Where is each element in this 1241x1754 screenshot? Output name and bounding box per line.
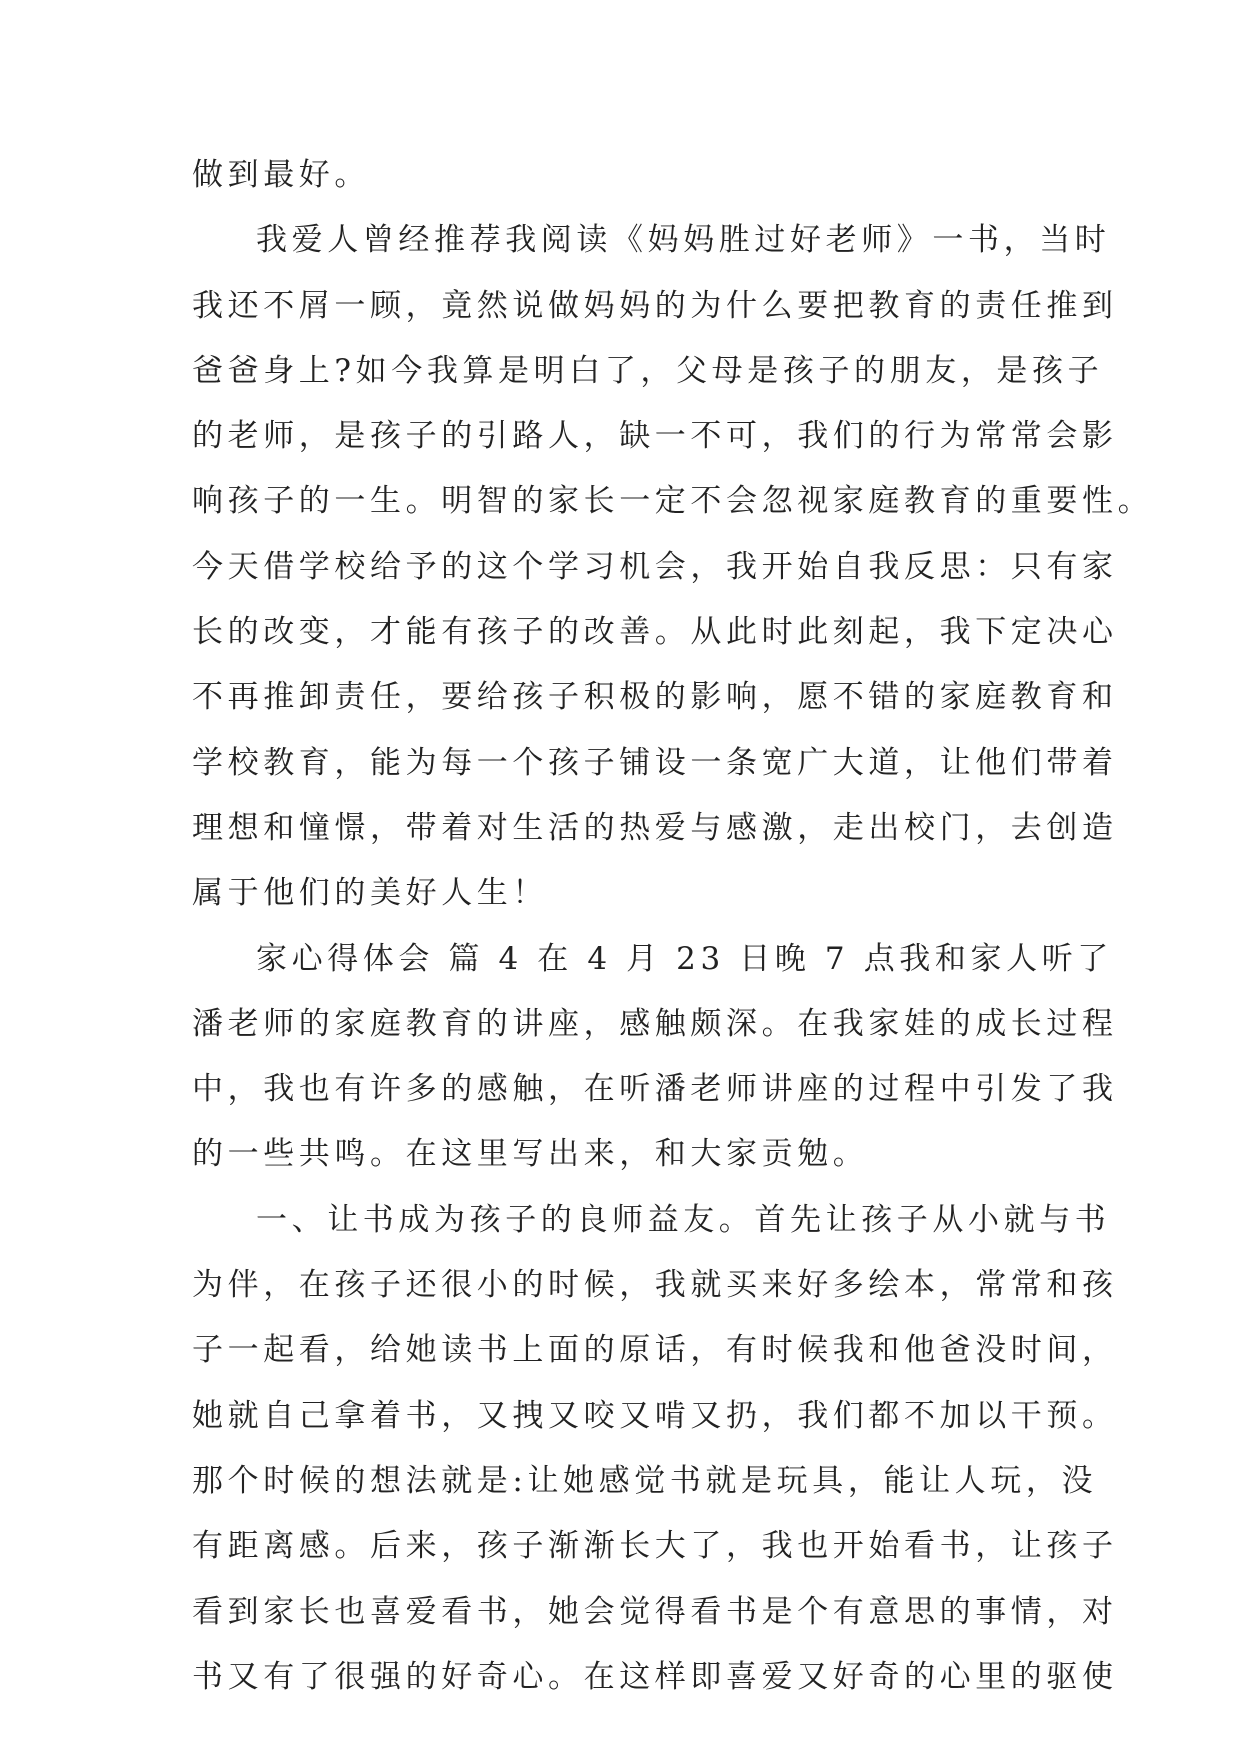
text-line: 为伴，在孩子还很小的时候，我就买来好多绘本，常常和孩 xyxy=(192,1267,1118,1304)
text-line: 中，我也有许多的感触，在听潘老师讲座的过程中引发了我 xyxy=(192,1071,1118,1108)
text-line: 我爱人曾经推荐我阅读《妈妈胜过好老师》一书，当时 xyxy=(256,222,1111,259)
text-line: 的一些共鸣。在这里写出来，和大家贡勉。 xyxy=(192,1136,869,1173)
text-line: 子一起看，给她读书上面的原话，有时候我和他爸没时间， xyxy=(192,1332,1118,1369)
text-line: 那个时候的想法就是:让她感觉书就是玩具，能让人玩，没 xyxy=(192,1462,1098,1499)
text-line: 响孩子的一生。明智的家长一定不会忽视家庭教育的重要性。 xyxy=(192,483,1154,520)
text-line: 理想和憧憬，带着对生活的热爱与感激，走出校门，去创造 xyxy=(192,809,1118,846)
text-line: 今天借学校给予的这个学习机会，我开始自我反思：只有家 xyxy=(192,548,1118,585)
text-line: 看到家长也喜爱看书，她会觉得看书是个有意思的事情，对 xyxy=(192,1593,1118,1630)
text-line: 书又有了很强的好奇心。在这样即喜爱又好奇的心里的驱使 xyxy=(192,1658,1118,1695)
text-line: 我还不屑一顾，竟然说做妈妈的为什么要把教育的责任推到 xyxy=(192,287,1118,324)
text-line: 她就自己拿着书，又拽又咬又啃又扔，我们都不加以干预。 xyxy=(192,1397,1118,1434)
text-line: 有距离感。后来，孩子渐渐长大了，我也开始看书，让孩子 xyxy=(192,1528,1118,1565)
document-body xyxy=(192,155,1154,1722)
text-line: 做到最好。 xyxy=(192,157,370,193)
text-line: 学校教育，能为每一个孩子铺设一条宽广大道，让他们带着 xyxy=(192,744,1118,781)
text-line: 一、让书成为孩子的良师益友。首先让孩子从小就与书 xyxy=(256,1201,1111,1238)
text-line: 家心得体会 篇 4 在 4 月 23 日晚 7 点我和家人听了 xyxy=(256,940,1113,977)
text-line: 属于他们的美好人生！ xyxy=(192,875,548,912)
text-line: 爸爸身上?如今我算是明白了，父母是孩子的朋友，是孩子 xyxy=(192,352,1104,389)
text-line: 的老师，是孩子的引路人，缺一不可，我们的行为常常会影 xyxy=(192,418,1118,455)
text-line: 潘老师的家庭教育的讲座，感触颇深。在我家娃的成长过程 xyxy=(192,1005,1118,1042)
text-line: 长的改变，才能有孩子的改善。从此时此刻起，我下定决心 xyxy=(192,614,1118,651)
text-line: 不再推卸责任，要给孩子积极的影响，愿不错的家庭教育和 xyxy=(192,679,1118,716)
